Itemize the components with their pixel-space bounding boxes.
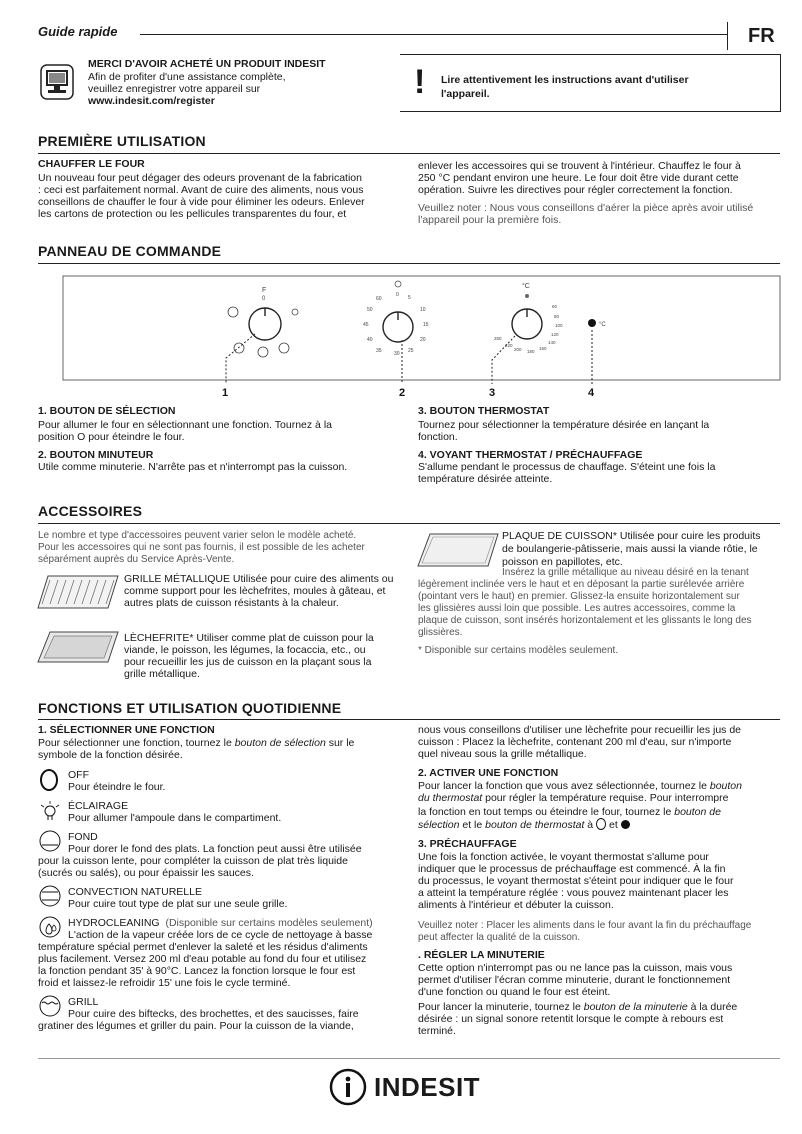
plaque-illustration [416,530,500,570]
timer-tick: 15 [423,322,429,328]
first-use-right-2: 250 °C pendant environ une heure. Le four doit être vide durant cette [418,172,739,184]
accessories-intro-3: séparément auprès du Service Après-Vente. [38,554,235,565]
panel-number: 1 [222,387,229,399]
thermostat-tick: 250 [494,336,502,341]
section-title-functions: FONCTIONS ET UTILISATION QUOTIDIENNE [38,700,342,716]
select-title: 1. SÉLECTIONNER UNE FONCTION [38,724,215,736]
convection-name: CONVECTION NATURELLE [68,886,202,898]
timer-tick: 30 [394,351,400,357]
preheat-note-2: peut affecter la qualité de la cuisson. [418,932,581,943]
preheat-line-3: du processus, le voyant thermostat s'éteint pour indiquer que le four [418,875,734,887]
activate-line-1: Pour lancer la fonction que vous avez sélectionnée, tournez le bouton [418,780,742,792]
panel-item-4-title: 4. VOYANT THERMOSTAT / PRÉCHAUFFAGE [418,449,643,461]
intro-line-2: veuillez enregistrer votre appareil sur [88,83,261,95]
thermostat-knob [512,282,542,339]
timer-line-1: Cette option n'interrompt pas ou ne lance pas la cuisson, mais vous [418,962,733,974]
thermostat-tick: 180 [527,349,535,354]
select-line-2: symbole de la fonction désirée. [38,749,183,761]
light-bulb-icon [38,799,62,823]
insert-line-1: Insérez la grille métallique au niveau désiré en la tenant [502,567,749,578]
lechefrite-line-4: grille métallique. [124,668,200,680]
first-use-left-4: les cartons de protection ou les pellicules transparentes du four, et [38,208,347,220]
thermostat-lamp-degree: °C [599,322,606,328]
first-use-note-1: Veuillez noter : Nous vous conseillons d'aérer la pièce après avoir utilisé [418,202,754,214]
timer-tick: 20 [420,337,426,343]
plaque-line-2: de boulangerie-pâtisserie, mais aussi la viande rôtie, le [502,543,758,555]
fond-line-3: (sucrés ou salés), ou pour épaissir les sauces. [38,867,254,879]
hydro-line-4: la fonction pendant 35' à 90°C. Lancez la fonction lorsque le four est [38,965,356,977]
hydro-line-3: plus facilement. Versez 200 ml d'eau potable au fond du four et utilisez [38,953,367,965]
timer-line-4: Pour lancer la minuterie, tournez le bouton de la minuterie à la durée [418,1001,738,1013]
activate-title: 2. ACTIVER UNE FONCTION [418,767,559,779]
preheat-line-4: a atteint la température réglée : vous pouvez maintenant placer les [418,887,729,899]
accessories-intro-1: Le nombre et type d'accessoires peuvent varier selon le modèle acheté. [38,530,357,541]
convection-desc: Pour cuire tout type de plat sur une seule grille. [68,898,288,910]
preheat-line-1: Une fois la fonction activée, le voyant thermostat s'allume pour [418,851,709,863]
panel-item-2-title: 2. BOUTON MINUTEUR [38,449,154,461]
lechefrite-line-1: LÈCHEFRITE* Utiliser comme plat de cuisson pour la [124,632,374,644]
warning-icon: ! [414,63,426,101]
svg-text:0: 0 [262,296,266,302]
preheat-line-5: aliments à l'intérieur et débuter la cuisson. [418,899,614,911]
selector-knob [228,287,298,357]
panel-numbers [222,387,595,399]
svg-text:F: F [262,287,267,294]
section-rule [38,263,780,264]
lechefrite-line-3: pour recueillir les jus de cuisson en la plaçant sous la [124,656,372,668]
hydro-line-5: froid et laissez-le refroidir 15' une fois le cycle terminé. [38,977,291,989]
first-use-left-3: conseillons de chauffer le four à vide pour éliminer les odeurs. Enlever [38,196,365,208]
thermostat-tick: 200 [514,347,522,352]
lamp-dot-icon [621,820,630,829]
panel-item-3-title: 3. BOUTON THERMOSTAT [418,405,550,417]
panel-item-3-line-2: fonction. [418,431,458,443]
panel-item-4-line-2: température désirée atteinte. [418,473,553,485]
right-top-line-3: quel niveau sous la grille métallique. [418,748,587,760]
timer-line-2: permet d'utiliser l'écran comme minuterie, durant le fonctionnement [418,974,731,986]
panel-item-1-line-2: position O pour éteindre le four. [38,431,185,443]
fond-name: FOND [68,831,98,843]
grille-line-3: autres plats de cuisson résistants à la chaleur. [124,597,339,609]
insert-line-6: glissières. [418,627,463,638]
section-rule [38,153,780,154]
header-divider [727,22,728,50]
preheat-note-1: Veuillez noter : Placer les aliments dans le four avant la fin du préchauffage [418,920,752,931]
timer-knob [383,281,413,342]
activate-line-3: la fonction en tout temps ou éteindre le four, tournez le bouton de [418,806,721,818]
light-desc: Pour allumer l'ampoule dans le compartiment. [68,812,282,824]
register-link[interactable]: www.indesit.com/register [88,95,215,107]
footer-rule [38,1058,780,1059]
timer-tick: 25 [408,348,414,354]
insert-line-3: (pointant vers le haut) en premier. Glissez-la ensuite horizontalement sur [418,591,740,602]
select-line-1: Pour sélectionner une fonction, tournez le bouton de sélection sur le [38,737,355,749]
panel-item-2-line-1: Utile comme minuterie. N'arrête pas et n'interrompt pas la cuisson. [38,461,348,473]
panel-number: 3 [489,387,496,399]
thermostat-tick: 220 [505,343,513,348]
thermostat-tick: 140 [548,340,556,345]
section-rule [38,719,780,720]
plaque-line-3: poisson en papillotes, etc. [502,556,623,568]
thermostat-tick: 120 [551,332,559,337]
hydro-heading: HYDROCLEANING (Disponible sur certains modèles seulement) [68,917,373,929]
panel-item-4-line-1: S'allume pendant le processus de chauffage. S'éteint une fois la [418,461,716,473]
first-use-subtitle: CHAUFFER LE FOUR [38,158,145,170]
hydro-line-1: L'action de la vapeur créée lors de ce cycle de nettoyage à basse [68,929,373,941]
insert-line-5: plaque de cuisson, sont insérés horizontalement et les glissants le long des [418,615,752,626]
timer-tick: 0 [396,292,399,298]
section-title-first-use: PREMIÈRE UTILISATION [38,133,206,149]
computer-icon [40,64,74,100]
timer-tick: 50 [367,307,373,313]
grille-line-2: comme support pour les lèchefrites, moules à gâteau, et [124,585,386,597]
intro-line-1: Afin de profiter d'une assistance complète, [88,71,286,83]
hydrocleaning-icon [38,916,62,938]
grille-illustration [36,572,120,612]
right-top-line-2: cuisson : Placez la lèchefrite, contenant 200 ml d'eau, sur n'importe [418,736,732,748]
timer-title: . RÉGLER LA MINUTERIE [418,949,545,961]
accessories-intro-2: Pour les accessoires qui ne sont pas fournis, il est possible de les acheter [38,542,365,553]
brand-logo-text: INDESIT [374,1072,481,1102]
section-title-control-panel: PANNEAU DE COMMANDE [38,243,222,259]
timer-tick: 10 [420,307,426,313]
lechefrite-illustration [36,628,120,668]
thermostat-tick: 160 [539,346,547,351]
first-use-left-2: : ceci est parfaitement normal. Avant de cuire des aliments, nous vous [38,184,364,196]
timer-tick: 40 [367,337,373,343]
timer-line-5: désirée : un signal sonore retentit lorsque le compte à rebours est [418,1013,724,1025]
right-top-line-1: nous vous conseillons d'utiliser une lèchefrite pour recueillir les jus de [418,724,742,736]
first-use-left-1: Un nouveau four peut dégager des odeurs provenant de la fabrication [38,172,362,184]
light-name: ÉCLAIRAGE [68,800,129,812]
control-panel-diagram [0,270,802,400]
activate-line-4: sélection et le bouton de thermostat à et [418,818,630,831]
panel-item-1-title: 1. BOUTON DE SÉLECTION [38,405,176,417]
timer-tick: 5 [408,295,411,301]
intro-title: MERCI D'AVOIR ACHETÉ UN PRODUIT INDESIT [88,58,326,70]
off-icon [596,818,606,830]
insert-line-2: légèrement inclinée vers le haut et en déposant la partie surélevée arrière [418,579,745,590]
thermostat-tick: 60 [552,304,558,309]
panel-item-3-line-1: Tournez pour sélectionner la température désirée en lançant la [418,419,710,431]
fond-line-2: pour la cuisson lente, pour compléter la cuisson de plat très liquide [38,855,348,867]
first-use-right-3: opération. Suivre les directives pour régler correctement la fonction. [418,184,733,196]
preheat-line-2: indiquer que le processus de préchauffage est commencé. À la fin [418,863,726,875]
language-code: FR [748,25,775,47]
grill-line-2: gratiner des légumes et griller du pain. Pour la cuisson de la viande, [38,1020,354,1032]
grille-line-1: GRILLE MÉTALLIQUE Utilisée pour cuire des aliments ou [124,573,394,585]
hydro-line-2: température spécial permet d'enlever la saleté et les résidus d'aliments [38,941,368,953]
activate-line-2: du thermostat pour régler la température requise. Pour interrompre [418,792,729,804]
warning-line-1: Lire attentivement les instructions avant d'utiliser [441,74,689,86]
fond-line-1: Pour dorer le fond des plats. La fonction peut aussi être utilisée [68,843,362,855]
section-title-accessories: ACCESSOIRES [38,503,143,519]
panel-number: 2 [399,387,406,399]
timer-tick: 35 [376,348,382,354]
convection-icon [38,885,62,907]
lechefrite-line-2: viande, le poisson, les légumes, la focaccia, etc., ou [124,644,366,656]
off-desc: Pour éteindre le four. [68,781,166,793]
timer-line-6: terminé. [418,1025,456,1037]
indesit-logo-icon [328,1067,368,1107]
panel-item-1-line-1: Pour allumer le four en sélectionnant une fonction. Tournez à la [38,419,332,431]
section-rule [38,523,780,524]
bottom-heat-icon [38,830,62,852]
grill-icon [38,995,62,1017]
panel-number: 4 [588,387,595,399]
insert-line-4: les glissières aussi loin que possible. Les autres accessoires, comme la [418,603,736,614]
first-use-right-1: enlever les accessoires qui se trouvent à l'intérieur. Chauffez le four à [418,160,741,172]
plaque-line-1: PLAQUE DE CUISSON* Utilisée pour cuire les produits [502,530,761,542]
timer-tick: 60 [376,296,382,302]
warning-line-2: l'appareil. [441,88,490,100]
off-icon [38,768,60,792]
preheat-title: 3. PRÉCHAUFFAGE [418,838,517,850]
grill-line-1: Pour cuire des biftecks, des brochettes, et des saucisses, faire [68,1008,359,1020]
thermostat-degree: °C [522,283,530,290]
thermostat-lamp [588,319,596,327]
off-name: OFF [68,769,89,781]
first-use-note-2: l'appareil pour la première fois. [418,214,562,226]
timer-line-3: d'une fonction ou quand le four est éteint. [418,986,611,998]
timer-tick: 45 [363,322,369,328]
accessories-footnote: * Disponible sur certains modèles seulement. [418,645,619,656]
document-title: Guide rapide [38,24,118,39]
thermostat-tick: 80 [554,314,560,319]
header-rule [140,34,728,35]
thermostat-tick: 100 [555,323,563,328]
grill-name: GRILL [68,996,99,1008]
